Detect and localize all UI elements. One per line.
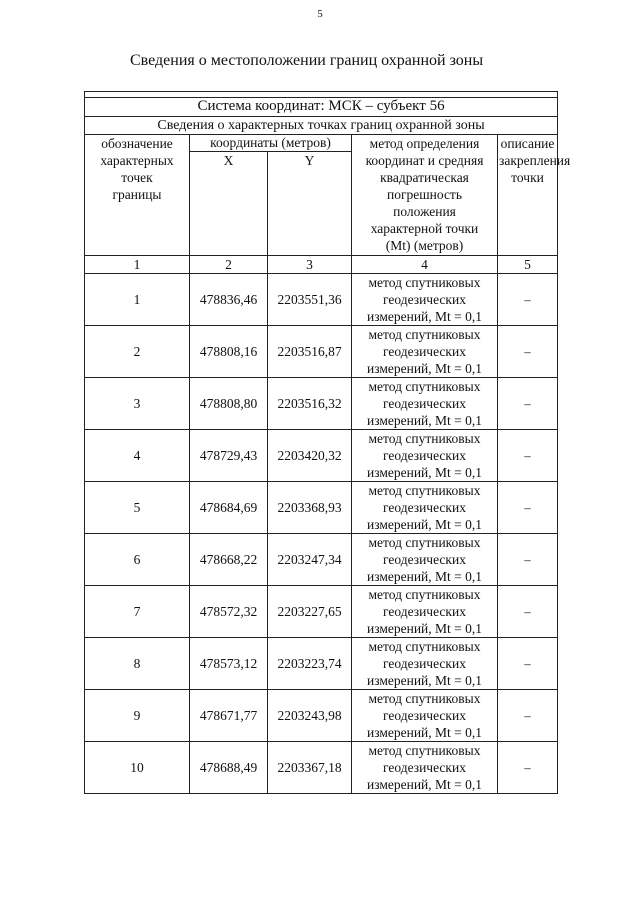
- header-line: характерной точки: [370, 221, 479, 236]
- header-line: точек: [121, 170, 153, 185]
- table-row: [85, 378, 558, 430]
- method-line: метод спутниковых: [368, 587, 481, 602]
- column-header-row: [85, 135, 558, 152]
- x-coordinate-cell: 478688,49: [190, 742, 268, 794]
- dash-mark: –: [524, 292, 531, 307]
- x-coordinate-cell: 478808,80: [190, 378, 268, 430]
- x-coordinate-cell: 478573,12: [190, 638, 268, 690]
- method-cell: [352, 534, 498, 586]
- table-row: [85, 586, 558, 638]
- method-line: геодезических: [383, 500, 466, 515]
- y-coordinate-cell: 2203367,18: [268, 742, 352, 794]
- method-line: измерений, Mt = 0,1: [366, 725, 483, 740]
- description-cell: [498, 482, 558, 534]
- method-line: геодезических: [383, 448, 466, 463]
- x-coordinate-cell: 478684,69: [190, 482, 268, 534]
- point-number-cell: 8: [85, 638, 190, 690]
- table-row: [85, 482, 558, 534]
- method-line: измерений, Mt = 0,1: [366, 777, 483, 792]
- method-line: метод спутниковых: [368, 691, 481, 706]
- table-row: [85, 430, 558, 482]
- coordinates-header: координаты (метров): [190, 135, 352, 152]
- method-cell: [352, 430, 498, 482]
- header-line: положения: [393, 204, 456, 219]
- column-number: 5: [498, 256, 558, 274]
- table-row: [85, 638, 558, 690]
- y-coordinate-cell: 2203551,36: [268, 274, 352, 326]
- dash-mark: –: [524, 760, 531, 775]
- description-cell: [498, 378, 558, 430]
- header-line: метод определения: [369, 136, 480, 151]
- header-line: координат и средняя: [365, 153, 484, 168]
- method-header: [352, 135, 498, 256]
- method-line: измерений, Mt = 0,1: [366, 621, 483, 636]
- x-coordinate-cell: 478808,16: [190, 326, 268, 378]
- method-line: измерений, Mt = 0,1: [366, 465, 483, 480]
- coordinate-system-row: [85, 98, 558, 117]
- header-line: характерных: [100, 153, 174, 168]
- method-cell: [352, 482, 498, 534]
- method-line: геодезических: [383, 656, 466, 671]
- column-number: 4: [352, 256, 498, 274]
- x-coordinate-cell: 478668,22: [190, 534, 268, 586]
- y-coordinate-cell: 2203368,93: [268, 482, 352, 534]
- method-line: измерений, Mt = 0,1: [366, 361, 483, 376]
- header-line: точки: [511, 170, 544, 185]
- point-number-cell: 6: [85, 534, 190, 586]
- point-number-cell: 9: [85, 690, 190, 742]
- method-cell: [352, 638, 498, 690]
- section-header-row: [85, 117, 558, 135]
- method-cell: [352, 690, 498, 742]
- dash-mark: –: [524, 500, 531, 515]
- column-number: 1: [85, 256, 190, 274]
- method-line: метод спутниковых: [368, 535, 481, 550]
- method-cell: [352, 742, 498, 794]
- point-number-cell: 2: [85, 326, 190, 378]
- dash-mark: –: [524, 604, 531, 619]
- table-row: [85, 326, 558, 378]
- description-cell: [498, 430, 558, 482]
- method-line: метод спутниковых: [368, 379, 481, 394]
- header-line: обозначение: [101, 136, 173, 151]
- y-coordinate-cell: 2203247,34: [268, 534, 352, 586]
- table-row: [85, 274, 558, 326]
- x-coordinate-cell: 478671,77: [190, 690, 268, 742]
- method-cell: [352, 586, 498, 638]
- method-line: метод спутниковых: [368, 483, 481, 498]
- method-line: геодезических: [383, 396, 466, 411]
- method-cell: [352, 274, 498, 326]
- description-cell: [498, 638, 558, 690]
- header-line: квадратическая: [380, 170, 469, 185]
- table-row: [85, 742, 558, 794]
- method-line: метод спутниковых: [368, 275, 481, 290]
- point-number-cell: 10: [85, 742, 190, 794]
- dash-mark: –: [524, 396, 531, 411]
- method-line: геодезических: [383, 292, 466, 307]
- method-line: метод спутниковых: [368, 639, 481, 654]
- column-numbers-row: [85, 256, 558, 274]
- boundary-points-table: [84, 91, 571, 794]
- method-line: геодезических: [383, 708, 466, 723]
- dash-mark: –: [524, 708, 531, 723]
- dash-mark: –: [524, 448, 531, 463]
- description-cell: [498, 586, 558, 638]
- header-line: закрепления: [499, 153, 571, 168]
- y-coordinate-cell: 2203516,32: [268, 378, 352, 430]
- column-number: 3: [268, 256, 352, 274]
- dash-mark: –: [524, 656, 531, 671]
- description-cell: [498, 326, 558, 378]
- y-coordinate-cell: 2203420,32: [268, 430, 352, 482]
- method-line: геодезических: [383, 604, 466, 619]
- table-row: [85, 534, 558, 586]
- table-row: [85, 690, 558, 742]
- dash-mark: –: [524, 344, 531, 359]
- point-number-cell: 5: [85, 482, 190, 534]
- x-header: X: [190, 152, 268, 256]
- method-line: геодезических: [383, 760, 466, 775]
- x-coordinate-cell: 478729,43: [190, 430, 268, 482]
- header-line: границы: [112, 187, 162, 202]
- description-cell: [498, 690, 558, 742]
- y-coordinate-cell: 2203223,74: [268, 638, 352, 690]
- method-cell: [352, 326, 498, 378]
- method-line: метод спутниковых: [368, 743, 481, 758]
- description-cell: [498, 742, 558, 794]
- document-title: Сведения о местоположении границ охранной зоны: [130, 52, 484, 69]
- header-line: (Mt) (метров): [385, 238, 464, 253]
- x-coordinate-cell: 478572,32: [190, 586, 268, 638]
- method-line: измерений, Mt = 0,1: [366, 309, 483, 324]
- point-number-cell: 4: [85, 430, 190, 482]
- point-number-cell: 1: [85, 274, 190, 326]
- point-number-cell: 3: [85, 378, 190, 430]
- y-coordinate-cell: 2203516,87: [268, 326, 352, 378]
- method-line: метод спутниковых: [368, 327, 481, 342]
- y-coordinate-cell: 2203227,65: [268, 586, 352, 638]
- method-line: измерений, Mt = 0,1: [366, 517, 483, 532]
- header-line: погрешность: [386, 187, 462, 202]
- description-cell: [498, 534, 558, 586]
- method-line: геодезических: [383, 344, 466, 359]
- dash-mark: –: [524, 552, 531, 567]
- page-number: 5: [317, 8, 323, 20]
- method-line: измерений, Mt = 0,1: [366, 569, 483, 584]
- column-number: 2: [190, 256, 268, 274]
- method-line: метод спутниковых: [368, 431, 481, 446]
- method-cell: [352, 378, 498, 430]
- coordinate-system-header: Система координат: МСК – субъект 56: [85, 98, 558, 117]
- description-header: [498, 135, 571, 256]
- method-line: измерений, Mt = 0,1: [366, 673, 483, 688]
- x-coordinate-cell: 478836,46: [190, 274, 268, 326]
- y-coordinate-cell: 2203243,98: [268, 690, 352, 742]
- designation-header: [85, 135, 190, 256]
- y-header: Y: [268, 152, 352, 256]
- description-cell: [498, 274, 558, 326]
- method-line: измерений, Mt = 0,1: [366, 413, 483, 428]
- method-line: геодезических: [383, 552, 466, 567]
- header-line: описание: [500, 136, 555, 151]
- point-number-cell: 7: [85, 586, 190, 638]
- section-header: Сведения о характерных точках границ охранной зоны: [85, 117, 558, 135]
